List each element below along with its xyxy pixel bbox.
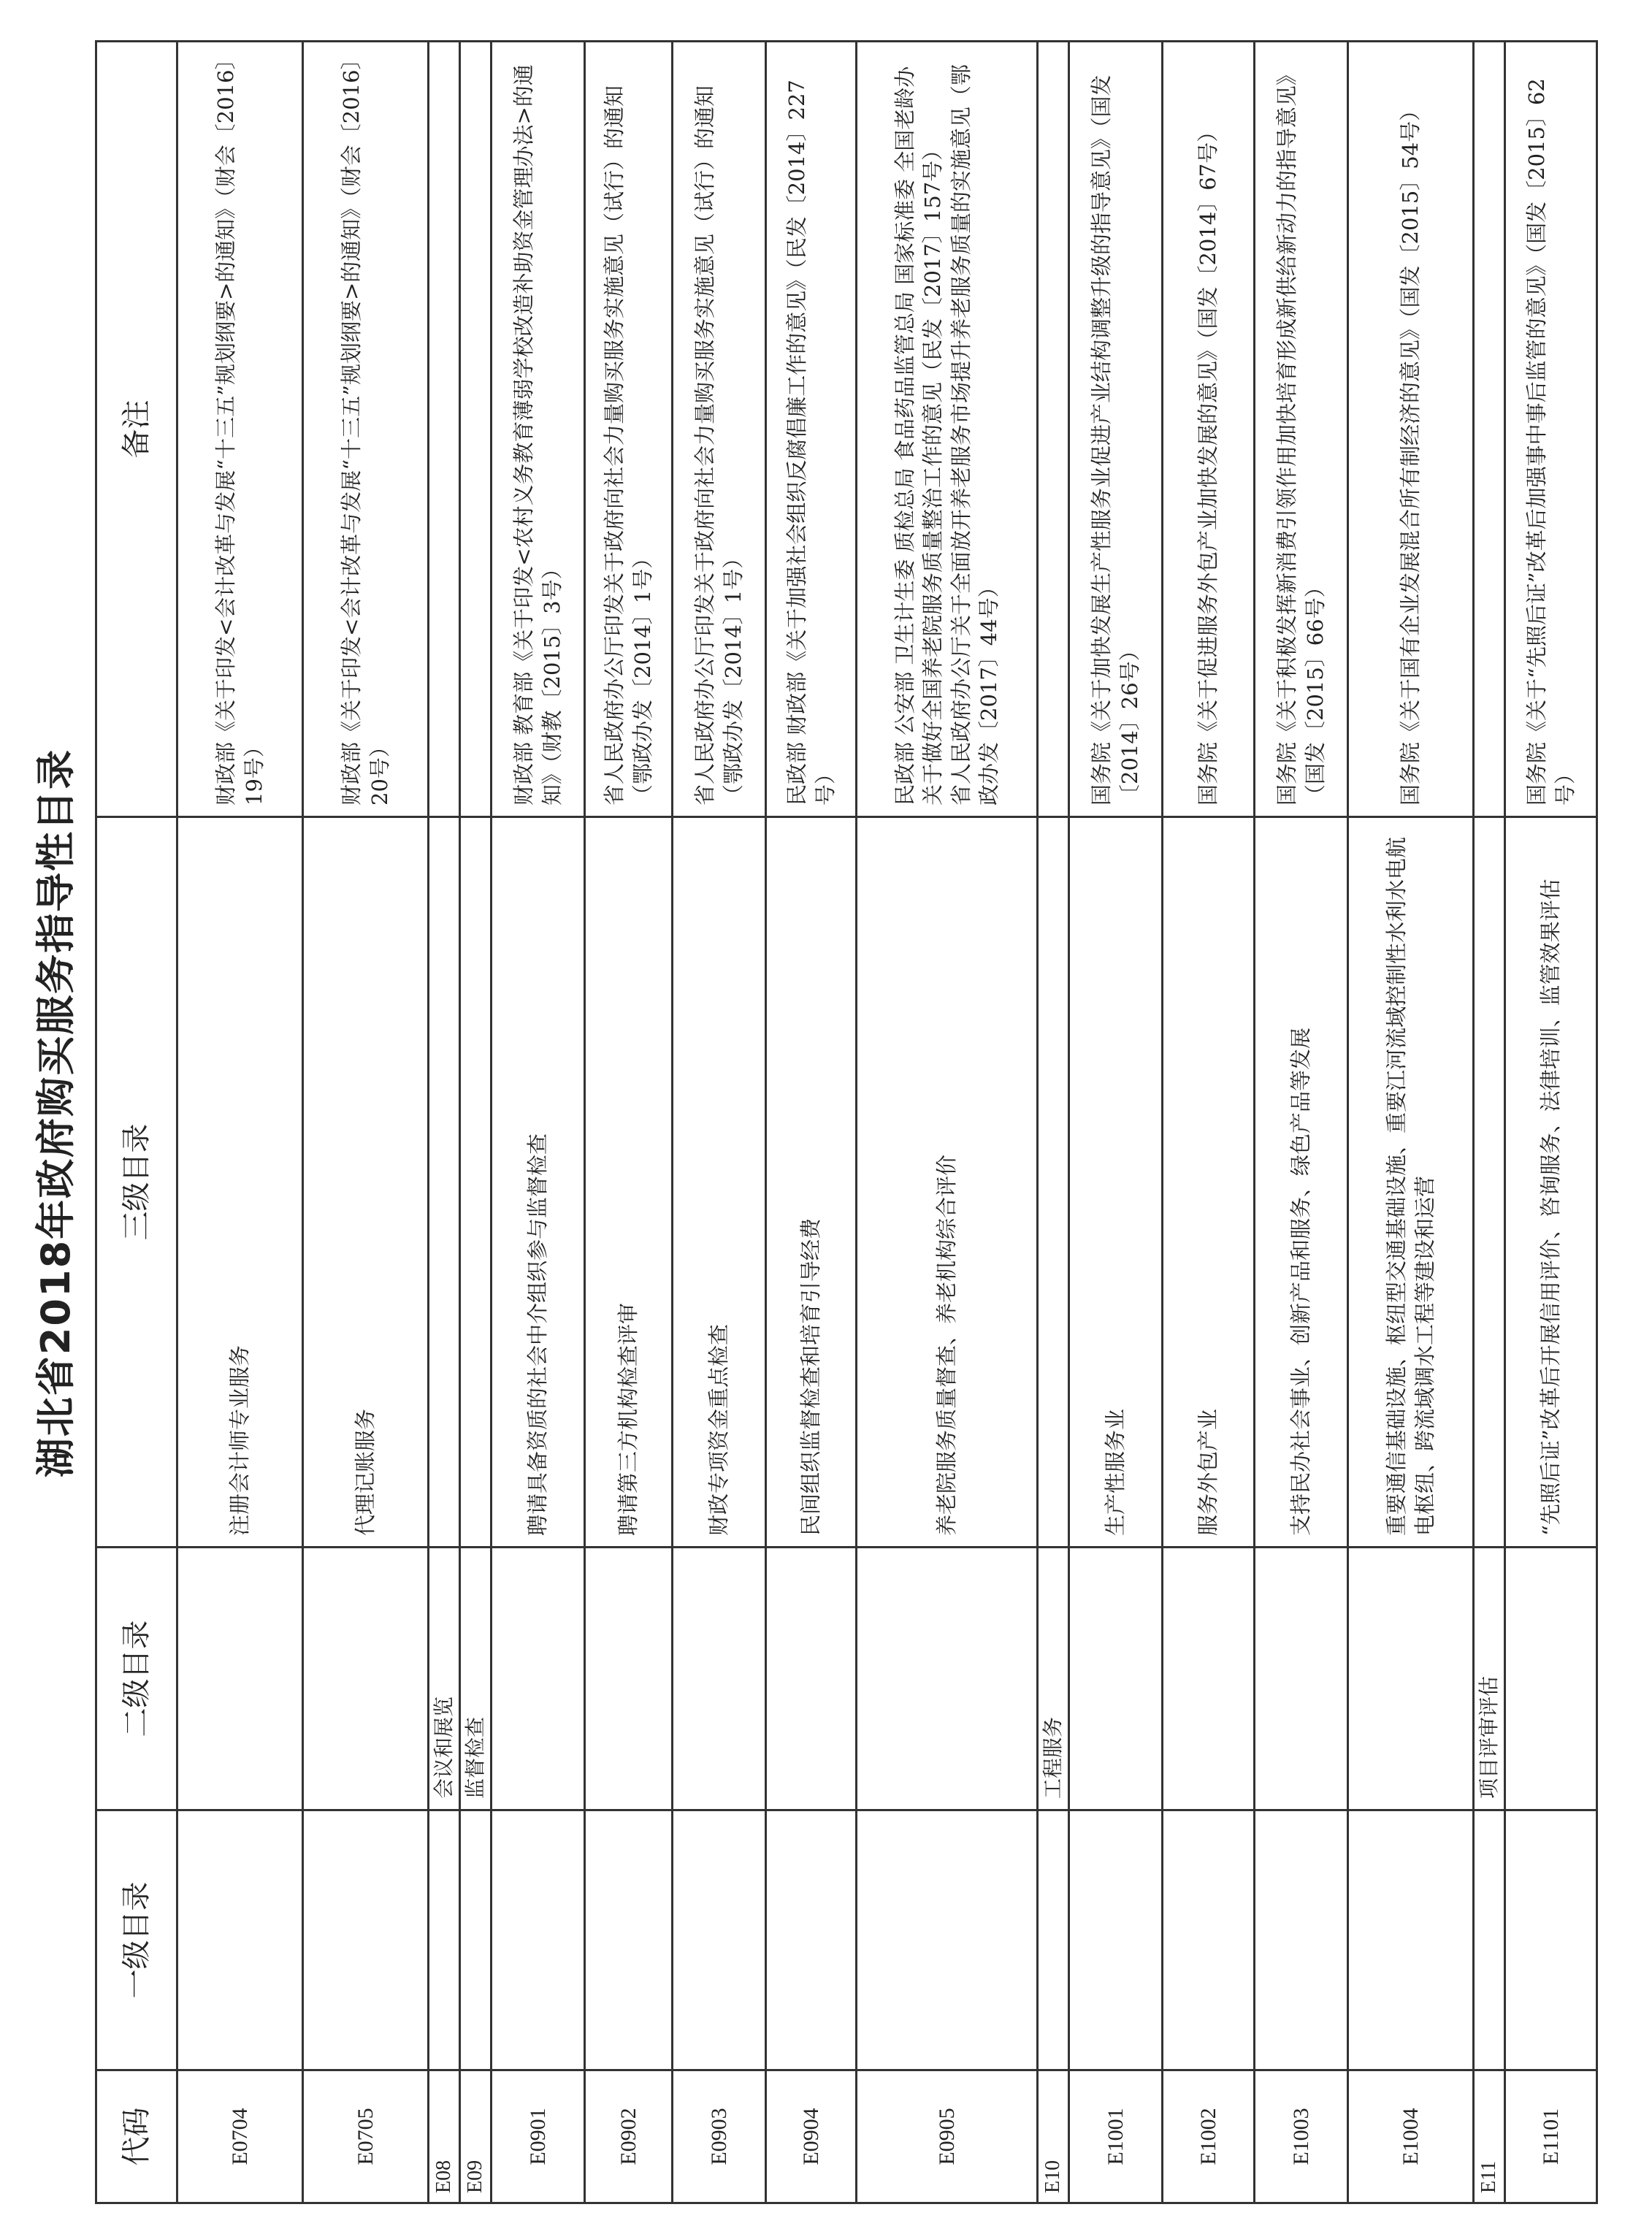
cell-remarks: 财政部 教育部《关于印发<农村义务教育薄弱学校改造补助资金管理办法>的通知》（财教〔2015〕3号）	[492, 42, 585, 817]
cell-level2: 项目评审评估	[1474, 1548, 1505, 1810]
cell-code: E1002	[1163, 2070, 1255, 2203]
table-row	[1163, 42, 1255, 2203]
cell-code: E0904	[766, 2070, 857, 2203]
cell-level1	[429, 1810, 460, 2070]
cell-level1	[1255, 1810, 1348, 2070]
header-level1: 一级目录	[96, 1810, 177, 2070]
cell-level1	[177, 1810, 303, 2070]
cell-remarks: 国务院《关于国有企业发展混合所有制经济的意见》（国发〔2015〕54号）	[1348, 42, 1474, 817]
table-header-row	[96, 42, 177, 2203]
cell-level1	[1505, 1810, 1597, 2070]
cell-code: E1004	[1348, 2070, 1474, 2203]
table-row	[1255, 42, 1348, 2203]
cell-remarks: 民政部 财政部《关于加强社会组织反腐倡廉工作的意见》（民发〔2014〕227号）	[766, 42, 857, 817]
table-row	[492, 42, 585, 2203]
cell-level3: 代理记账服务	[303, 817, 429, 1548]
cell-level2	[1505, 1548, 1597, 1810]
cell-level2	[492, 1548, 585, 1810]
cell-level3	[1038, 817, 1069, 1548]
cell-level3	[1474, 817, 1505, 1548]
table-row	[1069, 42, 1163, 2203]
cell-code: E1001	[1069, 2070, 1163, 2203]
cell-level2: 工程服务	[1038, 1548, 1069, 1810]
cell-level3: 支持民办社会事业、创新产品和服务、绿色产品等发展	[1255, 817, 1348, 1548]
cell-level3	[460, 817, 492, 1548]
header-remarks: 备注	[96, 42, 177, 817]
cell-code: E1003	[1255, 2070, 1348, 2203]
table-row	[1474, 42, 1505, 2203]
cell-level3: 服务外包产业	[1163, 817, 1255, 1548]
cell-remarks	[429, 42, 460, 817]
cell-level1	[1474, 1810, 1505, 2070]
cell-remarks: 财政部《关于印发<会计改革与发展“十三五”规划纲要>的通知》（财会〔2016〕20号）	[303, 42, 429, 817]
cell-code: E0705	[303, 2070, 429, 2203]
cell-remarks	[460, 42, 492, 817]
cell-level1	[492, 1810, 585, 2070]
cell-code: E1101	[1505, 2070, 1597, 2203]
cell-level2	[766, 1548, 857, 1810]
cell-level2	[1163, 1548, 1255, 1810]
header-level3: 三级目录	[96, 817, 177, 1548]
table-row	[1505, 42, 1597, 2203]
cell-code: E0903	[673, 2070, 766, 2203]
catalog-table	[95, 40, 1598, 2204]
cell-level3: “先照后证”改革后开展信用评价、咨询服务、法律培训、监管效果评估	[1505, 817, 1597, 1548]
cell-code: E10	[1038, 2070, 1069, 2203]
cell-level2	[673, 1548, 766, 1810]
cell-remarks: 国务院《关于“先照后证”改革后加强事中事后监管的意见》（国发〔2015〕62号）	[1505, 42, 1597, 817]
cell-level1	[673, 1810, 766, 2070]
cell-level3: 民间组织监督检查和培育引导经费	[766, 817, 857, 1548]
cell-level2	[1069, 1548, 1163, 1810]
cell-level1	[1163, 1810, 1255, 2070]
table-row	[303, 42, 429, 2203]
cell-level3: 重要通信基础设施、枢纽型交通基础设施、重要江河流域控制性水利水电航电枢纽、跨流域调水工程等建设和运营	[1348, 817, 1474, 1548]
table-row	[429, 42, 460, 2203]
cell-remarks	[1474, 42, 1505, 817]
cell-level2	[585, 1548, 673, 1810]
cell-remarks: 省人民政府办公厅印发关于政府向社会力量购买服务实施意见（试行）的通知（鄂政办发〔2014〕1号）	[585, 42, 673, 817]
cell-level3	[429, 817, 460, 1548]
table-row	[1348, 42, 1474, 2203]
table-row	[673, 42, 766, 2203]
cell-code: E11	[1474, 2070, 1505, 2203]
cell-remarks: 国务院《关于积极发挥新消费引领作用加快培育形成新供给新动力的指导意见》（国发〔2015〕66号）	[1255, 42, 1348, 817]
page-title: 湖北省2018年政府购买服务指导性目录	[33, 748, 79, 1478]
cell-level3: 注册会计师专业服务	[177, 817, 303, 1548]
cell-remarks: 民政部 公安部 卫生计生委 质检总局 食品药品监管总局 国家标准委 全国老龄办关于做好全国养老院服务质量整治工作的意见（民发〔2017〕157号） 省人民政府办公厅关于全面放开养老服务市场提升养老服务质量的实施意见（鄂政办发〔2017〕44号）	[857, 42, 1038, 817]
cell-level2	[303, 1548, 429, 1810]
cell-level3: 养老院服务质量督查、养老机构综合评价	[857, 817, 1038, 1548]
cell-level1	[766, 1810, 857, 2070]
cell-level1	[1038, 1810, 1069, 2070]
cell-remarks: 财政部《关于印发<会计改革与发展“十三五”规划纲要>的通知》（财会〔2016〕19号）	[177, 42, 303, 817]
cell-level1	[1069, 1810, 1163, 2070]
cell-level3: 聘请具备资质的社会中介组织参与监督检查	[492, 817, 585, 1548]
header-code: 代码	[96, 2070, 177, 2203]
cell-level2	[1348, 1548, 1474, 1810]
table-row	[585, 42, 673, 2203]
cell-remarks: 省人民政府办公厅印发关于政府向社会力量购买服务实施意见（试行）的通知（鄂政办发〔2014〕1号）	[673, 42, 766, 817]
cell-level1	[460, 1810, 492, 2070]
table-row	[766, 42, 857, 2203]
cell-level2	[857, 1548, 1038, 1810]
cell-remarks	[1038, 42, 1069, 817]
cell-code: E09	[460, 2070, 492, 2203]
cell-level1	[857, 1810, 1038, 2070]
cell-level1	[303, 1810, 429, 2070]
cell-level2: 会议和展览	[429, 1548, 460, 1810]
header-level2: 二级目录	[96, 1548, 177, 1810]
cell-level3: 生产性服务业	[1069, 817, 1163, 1548]
cell-level1	[1348, 1810, 1474, 2070]
table-row	[857, 42, 1038, 2203]
cell-level3: 财政专项资金重点检查	[673, 817, 766, 1548]
cell-level2: 监督检查	[460, 1548, 492, 1810]
table-row	[460, 42, 492, 2203]
cell-code: E0901	[492, 2070, 585, 2203]
cell-code: E0902	[585, 2070, 673, 2203]
cell-code: E0704	[177, 2070, 303, 2203]
cell-code: E0905	[857, 2070, 1038, 2203]
cell-level1	[585, 1810, 673, 2070]
cell-remarks: 国务院《关于加快发展生产性服务业促进产业结构调整升级的指导意见》（国发〔2014〕26号）	[1069, 42, 1163, 817]
table-row	[1038, 42, 1069, 2203]
cell-level2	[1255, 1548, 1348, 1810]
cell-level3: 聘请第三方机构检查评审	[585, 817, 673, 1548]
cell-code: E08	[429, 2070, 460, 2203]
cell-level2	[177, 1548, 303, 1810]
cell-remarks: 国务院《关于促进服务外包产业加快发展的意见》（国发〔2014〕67号）	[1163, 42, 1255, 817]
table-row	[177, 42, 303, 2203]
